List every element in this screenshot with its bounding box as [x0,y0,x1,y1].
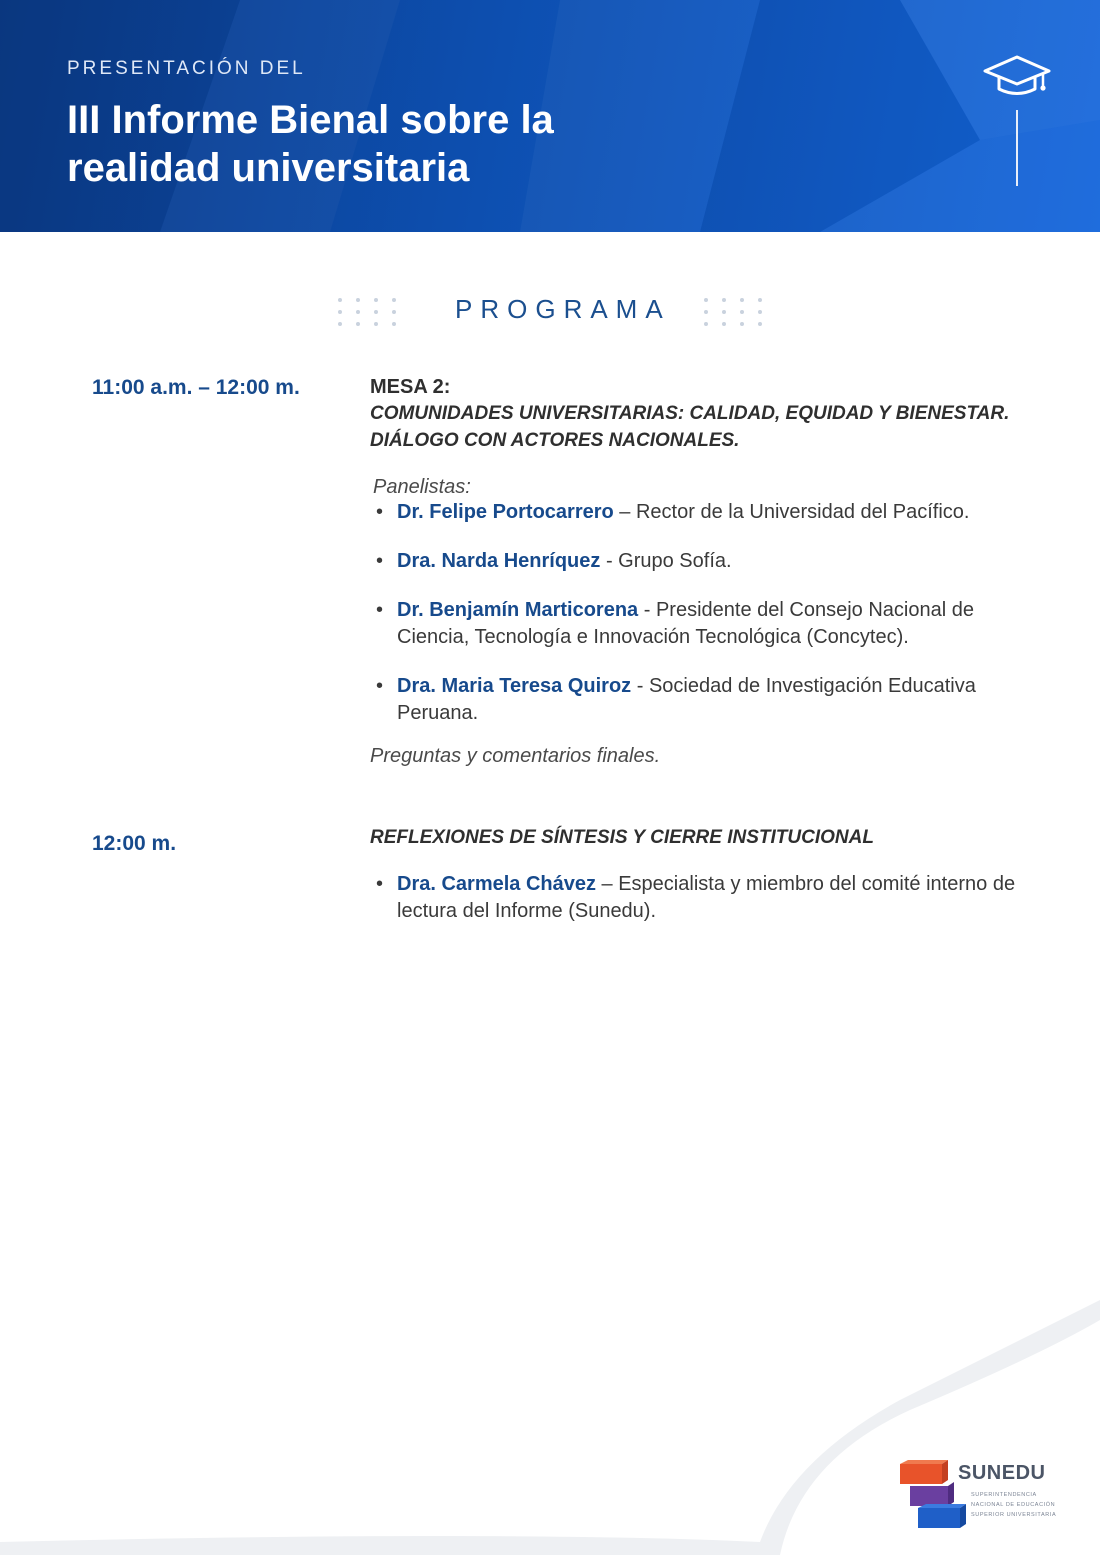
panelist-role: - Grupo Sofía. [600,550,732,572]
graduation-cap-icon [983,54,1051,98]
session-title: COMUNIDADES UNIVERSITARIAS: CALIDAD, EQUIDAD Y BIENESTAR. DIÁLOGO CON ACTORES NACIONALES. [370,403,1010,451]
program-session [370,827,1020,947]
header-vertical-divider [1016,110,1018,186]
header-banner [0,0,1100,249]
panelist-name: Dra. Maria Teresa Quiroz [397,675,632,697]
panelist-role: – Rector de la Universidad del Pacífico. [613,501,970,523]
section-title: PROGRAMA [455,294,671,324]
section-heading [0,290,1100,330]
program-time: 12:00 m. [92,832,177,855]
panelist-list [370,871,1020,925]
panelist-list [370,499,1020,727]
panelist-name: Dr. Felipe Portocarrero [397,501,614,523]
panelist-role: – Especialista y miembro del comité interno de lectura del Informe (Sunedu). [397,873,1016,922]
program-session [370,376,1020,768]
session-label: MESA 2: [370,376,451,398]
dots-decoration-right [702,294,766,326]
header-eyebrow: PRESENTACIÓN DEL [67,58,306,79]
logo-wordmark: SUNEDU [958,1462,1046,1484]
panelist-name: Dra. Carmela Chávez [397,873,596,895]
panelist-item: • Dra. Maria Teresa Quiroz - Sociedad de Investigación Educativa Peruana. [376,675,976,724]
panelist-name: Dr. Benjamín Marticorena [397,599,639,621]
panelist-item: • Dra. Narda Henríquez - Grupo Sofía. [376,550,732,572]
panelist-role: - Sociedad de Investigación Educativa Peruana. [397,675,976,724]
page-title: III Informe Bienal sobre la realidad universitaria [67,98,554,190]
panelist-item: • Dr. Benjamín Marticorena - Presidente del Consejo Nacional de Ciencia, Tecnología e Innovación Tecnológica (Concytec). [376,599,974,648]
panelist-item: • Dra. Carmela Chávez – Especialista y miembro del comité interno de lectura del Informe (Sunedu). [376,873,1016,922]
panelist-item: • Dr. Felipe Portocarrero – Rector de la Universidad del Pacífico. [376,501,970,523]
panelist-role: - Presidente del Consejo Nacional de Ciencia, Tecnología e Innovación Tecnológica (Concytec). [397,599,974,648]
closing-note: Preguntas y comentarios finales. [370,745,661,767]
panelists-heading: Panelistas: [373,476,471,498]
session-title: REFLEXIONES DE SÍNTESIS Y CIERRE INSTITUCIONAL [370,827,874,848]
panelist-name: Dra. Narda Henríquez [397,550,601,572]
logo-subtitle: SUPERINTENDENCIA NACIONAL DE EDUCACIÓN SUPERIOR UNIVERSITARIA [971,1492,1057,1518]
dots-decoration-left [336,294,400,326]
program-time: 11:00 a.m. – 12:00 m. [92,376,300,399]
